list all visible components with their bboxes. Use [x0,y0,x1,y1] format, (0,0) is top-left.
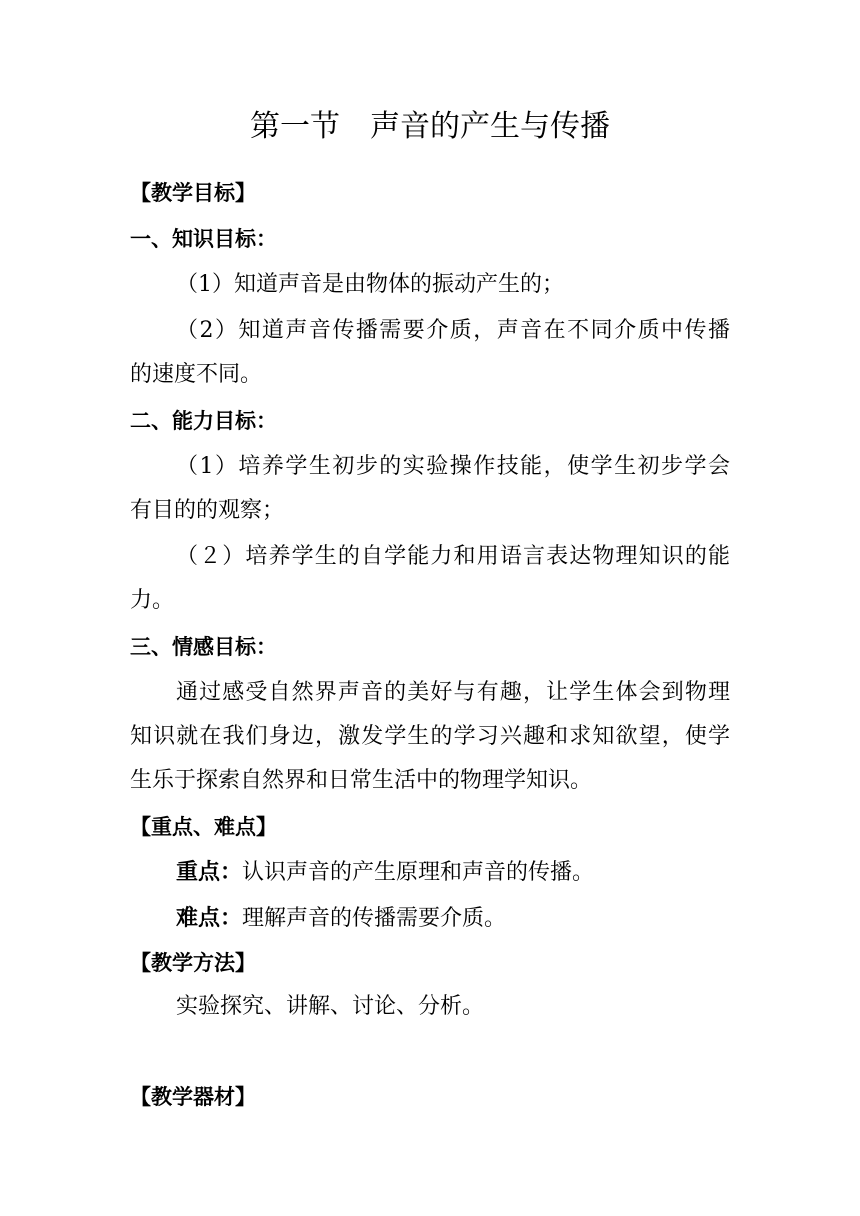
ability-item-2-line-1: （２）培养学生的自学能力和用语言表达物理知识的能 [176,544,730,569]
page-title: 第一节 声音的产生与传播 [250,109,610,144]
knowledge-item-2-line-1: （2）知道声音传播需要介质，声音在不同介质中传播 [176,318,730,343]
difficulty-label: 难点： [176,906,243,931]
key-point-line [176,856,730,890]
teaching-equipment-heading: 【教学器材】 [130,1085,256,1109]
ability-item-1-line-2: 有目的的观察； [130,498,285,523]
teaching-methods-heading: 【教学方法】 [130,951,256,975]
emotion-objectives-heading: 三、情感目标： [130,635,277,659]
emotion-paragraph-line-3: 生乐于探索自然界和日常生活中的物理学知识。 [130,768,593,793]
emotion-paragraph-line-1: 通过感受自然界声音的美好与有趣，让学生体会到物理 [176,680,730,705]
ability-item-2-line-2: 力。 [130,588,175,613]
difficulty-line [176,902,730,936]
difficulty-text: 理解声音的传播需要介质。 [242,906,507,931]
key-point-text: 认识声音的产生原理和声音的传播。 [242,860,595,885]
ability-objectives-heading: 二、能力目标： [130,409,277,433]
objectives-heading: 【教学目标】 [130,181,256,205]
key-point-label: 重点： [176,860,243,885]
teaching-methods-text: 实验探究、讲解、讨论、分析。 [176,994,485,1019]
emotion-paragraph-line-2: 知识就在我们身边，激发学生的学习兴趣和求知欲望，使学 [130,724,730,749]
knowledge-item-2-line-2: 的速度不同。 [130,362,263,387]
key-points-heading: 【重点、难点】 [130,815,277,839]
ability-item-1-line-1: （1）培养学生初步的实验操作技能，使学生初步学会 [176,454,730,479]
knowledge-objectives-heading: 一、知识目标： [130,227,277,251]
knowledge-item-1: （1）知道声音是由物体的振动产生的； [176,272,564,297]
